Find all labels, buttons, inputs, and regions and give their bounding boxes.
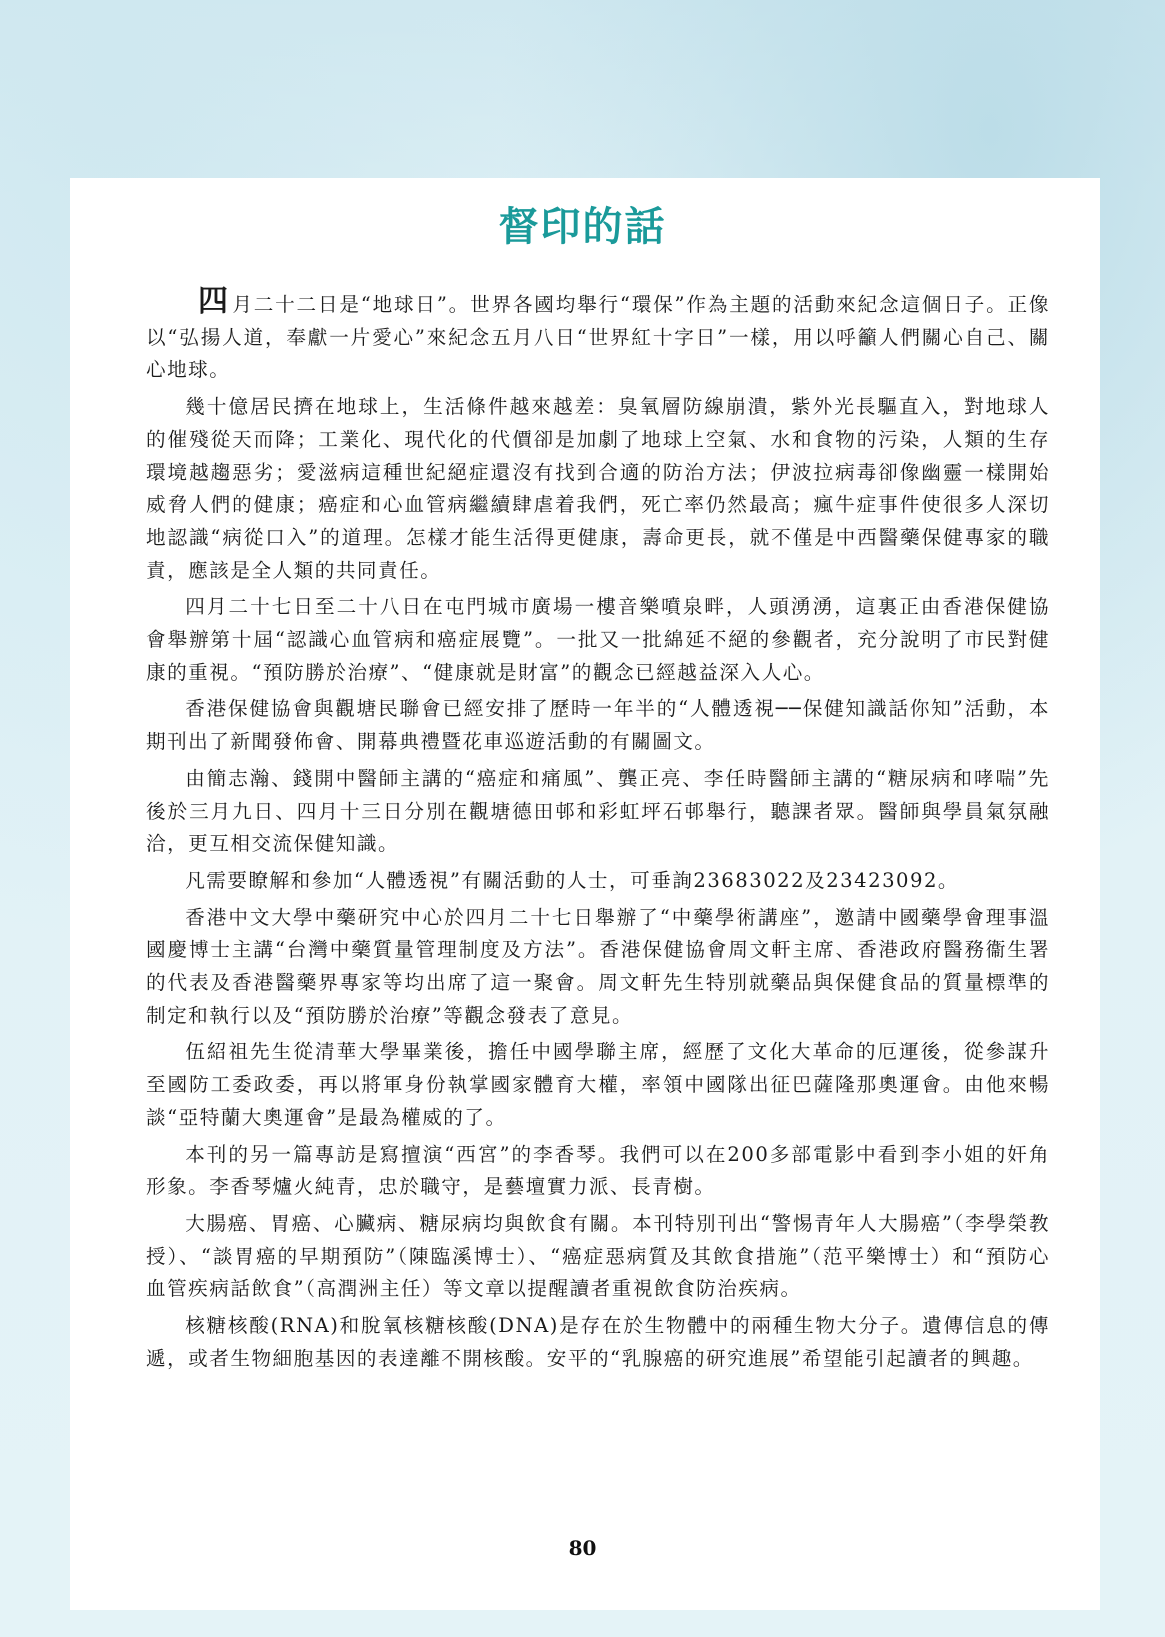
paragraph-6: 凡需要瞭解和參加“人體透視”有關活動的人士，可垂詢23683022及23423092。 xyxy=(185,868,960,892)
paragraph-8: 伍紹祖先生從清華大學畢業後，擔任中國學聯主席，經歷了文化大革命的厄運後，從參謀升至國防工委政委，再以將軍身份執掌國家體育大權，率領中國隊出征巴薩隆那奧運會。由他來暢談“亞特蘭大奧運會”是最為權威的了。 xyxy=(146,1040,1050,1129)
paragraph-text: 月二十二日是“地球日”。世界各國均舉行“環保”作為主題的活動來紀念這個日子。正像以“弘揚人道，奉獻一片愛心”來紀念五月八日“世界紅十字日”一樣，用以呼籲人們關心自己、關心地球。 xyxy=(146,293,1051,382)
paragraph-11: 核糖核酸(RNA)和脫氧核糖核酸(DNA)是存在於生物體中的兩種生物大分子。遺傳信息的傳遞，或者生物細胞基因的表達離不開核酸。安平的“乳腺癌的研究進展”希望能引起讀者的興趣。 xyxy=(146,1314,1050,1370)
paragraph-3: 四月二十七日至二十八日在屯門城市廣場一樓音樂噴泉畔，人頭湧湧，這裏正由香港保健協會舉辦第十屆“認識心血管病和癌症展覽”。一批又一批綿延不絕的參觀者，充分說明了市民對健康的重視。“預防勝於治療”、“健康就是財富”的觀念已經越益深入人心。 xyxy=(146,595,1050,684)
article-body xyxy=(146,284,1051,1380)
drop-cap: 四 xyxy=(198,284,229,319)
paragraph-7: 香港中文大學中藥研究中心於四月二十七日舉辦了“中藥學術講座”，邀請中國藥學會理事溫國慶博士主講“台灣中藥質量管理制度及方法”。香港保健協會周文軒主席、香港政府醫務衞生署的代表及香港醫藥界專家等均出席了這一聚會。周文軒先生特別就藥品與保健食品的質量標準的制定和執行以及“預防勝於治療”等觀念發表了意見。 xyxy=(146,905,1050,1027)
page-title: 督印的話 xyxy=(498,204,667,250)
paragraph-1 xyxy=(146,284,1051,387)
paragraph-9: 本刊的另一篇專訪是寫擅演“西宮”的李香琴。我們可以在200多部電影中看到李小姐的奸角形象。李香琴爐火純青，忠於職守，是藝壇實力派、長青樹。 xyxy=(146,1142,1050,1199)
page-number: 80 xyxy=(568,1536,597,1560)
paragraph-4: 香港保健協會與觀塘民聯會已經安排了歷時一年半的“人體透視──保健知識話你知”活動，本期刊出了新聞發佈會、開幕典禮暨花車巡遊活動的有關圖文。 xyxy=(146,697,1050,754)
paragraph-2: 幾十億居民擠在地球上，生活條件越來越差：臭氧層防線崩潰，紫外光長驅直入，對地球人的催殘從天而降；工業化、現代化的代價卻是加劇了地球上空氣、水和食物的污染，人類的生存環境越趨惡劣；愛滋病這種世紀絕症還沒有找到合適的防治方法；伊波拉病毒卻像幽靈一樣開始威脅人們的健康；癌症和心血管病繼續肆虐着我們，死亡率仍然最高；瘋牛症事件使很多人深切地認識“病從口入”的道理。怎樣才能生活得更健康，壽命更長，就不僅是中西醫藥保健專家的職責，應該是全人類的共同責任。 xyxy=(146,395,1050,582)
paragraph-10: 大腸癌、胃癌、心臟病、糖尿病均與飲食有關。本刊特別刊出“警惕青年人大腸癌”（李學榮教授）、“談胃癌的早期預防”（陳臨溪博士）、“癌症惡病質及其飲食措施”（范平樂博士）和“預防心血管疾病話飲食”（高潤洲主任）等文章以提醒讀者重視飲食防治疾病。 xyxy=(146,1211,1050,1301)
paragraph-5: 由簡志瀚、錢開中醫師主講的“癌症和痛風”、龔正亮、李任時醫師主講的“糖尿病和哮喘”先後於三月九日、四月十三日分別在觀塘德田邨和彩虹坪石邨舉行，聽課者眾。醫師與學員氣氛融洽，更互相交流保健知識。 xyxy=(146,766,1050,856)
